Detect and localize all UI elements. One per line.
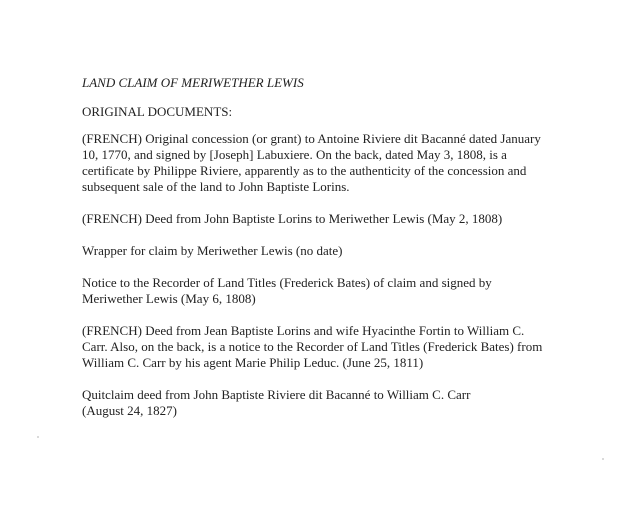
document-entry — [82, 387, 572, 419]
document-title: LAND CLAIM OF MERIWETHER LEWIS — [82, 75, 304, 90]
document-subtitle: ORIGINAL DOCUMENTS: — [82, 104, 233, 119]
entry-line: (FRENCH) Original concession (or grant) to Antoine Riviere dit Bacanné dated January — [82, 131, 541, 146]
document-entry — [82, 323, 572, 371]
entry-line: subsequent sale of the land to John Baptiste Lorins. — [82, 179, 350, 194]
document-body — [82, 75, 572, 435]
entry-line: Meriwether Lewis (May 6, 1808) — [82, 291, 256, 306]
entry-line: 10, 1770, and signed by [Joseph] Labuxiere. On the back, dated May 3, 1808, is a — [82, 147, 507, 162]
entry-line: Wrapper for claim by Meriwether Lewis (no date) — [82, 243, 343, 258]
entry-line: (FRENCH) Deed from Jean Baptiste Lorins and wife Hyacinthe Fortin to William C. — [82, 323, 525, 338]
document-entry — [82, 131, 572, 195]
entry-line: Carr. Also, on the back, is a notice to the Recorder of Land Titles (Frederick Bates) from — [82, 339, 543, 354]
document-entry — [82, 243, 572, 259]
entry-line: (August 24, 1827) — [82, 403, 177, 418]
entry-line: (FRENCH) Deed from John Baptiste Lorins to Meriwether Lewis (May 2, 1808) — [82, 211, 503, 226]
scan-speck — [37, 436, 39, 438]
entry-line: William C. Carr by his agent Marie Philip Leduc. (June 25, 1811) — [82, 355, 424, 370]
document-entry — [82, 275, 572, 307]
entry-line: Quitclaim deed from John Baptiste Riviere dit Bacanné to William C. Carr — [82, 387, 471, 402]
scan-speck — [602, 458, 604, 460]
entry-line: certificate by Philippe Riviere, apparently as to the authenticity of the concession and — [82, 163, 527, 178]
document-entry — [82, 211, 572, 227]
entry-line: Notice to the Recorder of Land Titles (Frederick Bates) of claim and signed by — [82, 275, 492, 290]
